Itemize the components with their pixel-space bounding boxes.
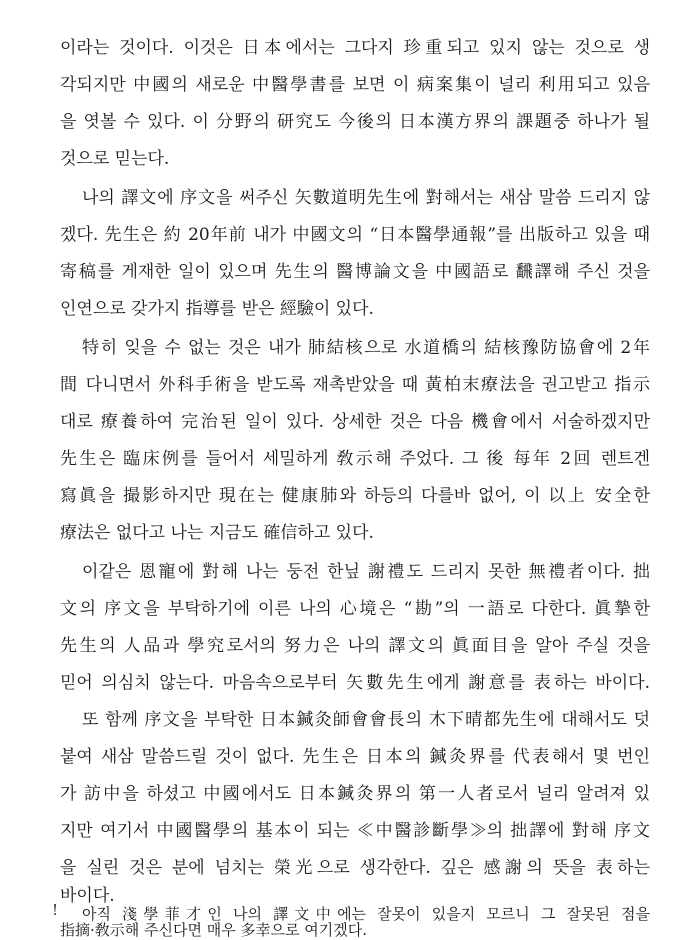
text-line: 지만 여기서 中國醫學의 基本이 되는 ≪中醫診斷學≫의 拙譯에 對해 序文 bbox=[60, 821, 650, 841]
text-line: 믿어 의심치 않는다. 마음속으로부터 矢數先生에게 謝意를 表하는 바이다. bbox=[60, 673, 650, 693]
text-line: 이라는 것이다. 이것은 日本에서는 그다지 珍重되고 있지 않는 것으로 생 bbox=[60, 38, 650, 58]
text-line: 特히 잊을 수 없는 것은 내가 肺結核으로 水道橋의 結核豫防協會에 2年 bbox=[82, 338, 650, 358]
text-line: 間 다니면서 外科手術을 받도록 재촉받았을 때 黃柏末療法을 권고받고 指示 bbox=[60, 375, 650, 395]
text-line: 을 실린 것은 분에 넘치는 榮光으로 생각한다. 깊은 感謝의 뜻을 表하는 bbox=[60, 858, 650, 878]
text-line: 바이다. bbox=[60, 886, 115, 906]
margin-mark: ! bbox=[52, 901, 59, 919]
text-line: 것으로 믿는다. bbox=[60, 149, 170, 169]
text-line: 指摘·敎示해 주신다면 매우 多幸으로 여기겠다. bbox=[60, 921, 367, 939]
text-line: 대로 療養하여 完治된 일이 있다. 상세한 것은 다음 機會에서 서술하겠지만 bbox=[60, 412, 650, 432]
text-line: 寫眞을 撮影하지만 現在는 健康肺와 하등의 다를바 없어, 이 以上 安全한 bbox=[60, 486, 650, 506]
text-line: 을 엿볼 수 있다. 이 分野의 研究도 今後의 日本漢方界의 課題중 하나가 될 bbox=[60, 112, 650, 132]
text-line: 이같은 恩寵에 對해 나는 둥전 한닢 謝禮도 드리지 못한 無禮者이다. 拙 bbox=[82, 562, 650, 582]
text-line: 겠다. 先生은 約 20年前 내가 中國文의 “日本醫學通報”를 出版하고 있을 때 bbox=[60, 225, 650, 245]
text-line: 또 함께 序文을 부탁한 日本鍼灸師會會長의 木下晴都先生에 대해서도 덧 bbox=[82, 710, 650, 730]
text-line: 先生의 人品과 學究로서의 努力은 나의 譯文의 眞面目을 알아 주실 것을 bbox=[60, 636, 650, 656]
text-line: 각되지만 中國의 새로운 中醫學書를 보면 이 病案集이 널리 利用되고 있음 bbox=[60, 75, 650, 95]
text-line: 가 訪中을 하셨고 中國에서도 日本鍼灸界의 第一人者로서 널리 알려져 있 bbox=[60, 784, 650, 804]
text-line: 文의 序文을 부탁하기에 이른 나의 心境은 “勘”의 一語로 다한다. 眞摯한 bbox=[60, 599, 650, 619]
text-line: 寄稿를 게재한 일이 있으며 先生의 醫博論文을 中國語로 飜譯해 주신 것을 bbox=[60, 262, 650, 282]
text-line: 療法은 없다고 나는 지금도 確信하고 있다. bbox=[60, 523, 374, 543]
text-line: 인연으로 갖가지 指導를 받은 經驗이 있다. bbox=[60, 299, 374, 319]
text-line: 아직 淺學菲才인 나의 譯文中에는 잘못이 있을지 모르니 그 잘못된 점을 bbox=[82, 905, 650, 923]
text-line: 붙여 새삼 말씀드릴 것이 없다. 先生은 日本의 鍼灸界를 代表해서 몇 번인 bbox=[60, 747, 650, 767]
text-line: 나의 譯文에 序文을 써주신 矢數道明先生에 對해서는 새삼 말씀 드리지 않 bbox=[82, 188, 650, 208]
text-line: 先生은 臨床例를 들어서 세밀하게 敎示해 주었다. 그 後 每年 2回 렌트겐 bbox=[60, 449, 650, 469]
